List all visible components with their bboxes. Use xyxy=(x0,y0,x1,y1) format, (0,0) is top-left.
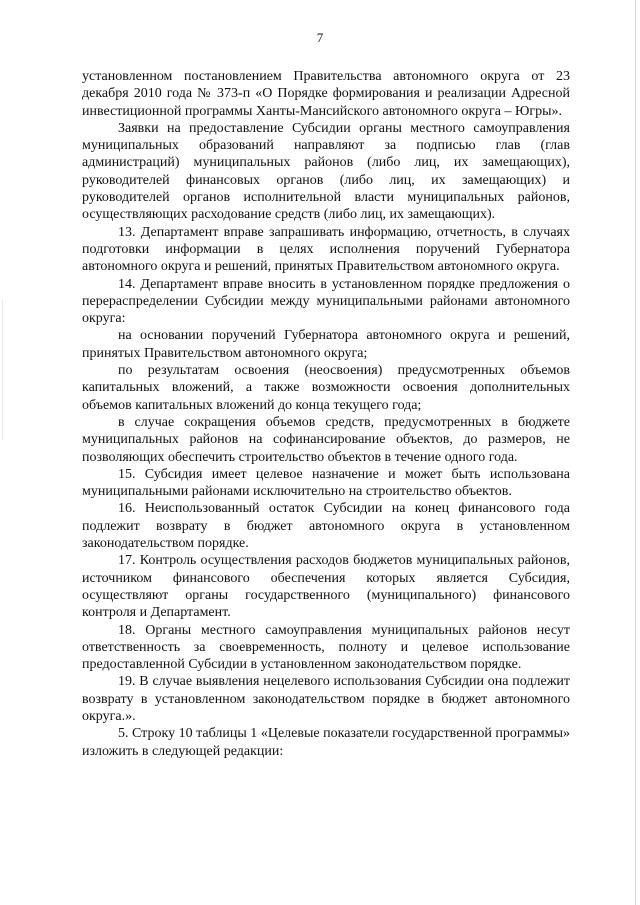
paragraph-continuation: установленном постановлением Правительства автономного округа от 23 декабря 2010 года № 373-п «О Порядке формирования и реализации Адресной инвестиционной программы Ханты-Мансийского автономного округа – Югры». xyxy=(82,69,570,119)
paragraph-17: 17. Контроль осуществления расходов бюджетов муниципальных районов, источником финансового обеспечения которых является Субсидия, осуществляют органы государственного (муниципального) финансового контроля и Департамент. xyxy=(82,553,570,621)
paragraph-15: 15. Субсидия имеет целевое назначение и может быть использована муниципальными районами исключительно на строительство объектов. xyxy=(82,466,570,500)
paragraph-applications: Заявки на предоставление Субсидии органы местного самоуправления муниципальных образований направляют за подписью глав (глав администраций) муниципальных районов (либо лиц, их замещающих), руководителей финансовых органов (либо лиц, их замещающих) и руководителей органов исполнительной власти муниципальных районов, осуществляющих расходование средств (либо лиц, их замещающих). xyxy=(82,120,570,223)
document-body xyxy=(82,68,570,760)
paragraph-16: 16. Неиспользованный остаток Субсидии на конец финансового года подлежит возврату в бюджет автономного округа в установленном законодательством порядке. xyxy=(82,501,570,552)
page-number: 7 xyxy=(316,30,324,45)
page-edge-line xyxy=(635,0,636,905)
paragraph-19: 19. В случае выявления нецелевого использования Субсидии она подлежит возврату в установленном законодательством порядке в бюджет автономного округа.». xyxy=(82,674,570,724)
paragraph-14-item-2: по результатам освоения (неосвоения) предусмотренных объемов капитальных вложений, а также возможности освоения дополнительных объемов капитальных вложений до конца текущего года; xyxy=(82,363,570,413)
paragraph-14-item-3: в случае сокращения объемов средств, предусмотренных в бюджете муниципальных районов на софинансирование объектов, до размеров, не позволяющих обеспечить строительство объектов в течение одного года. xyxy=(82,414,570,465)
paragraph-18: 18. Органы местного самоуправления муниципальных районов несут ответственность за своевременность, полноту и целевое использование предоставленной Субсидии в установленном законодательством порядке. xyxy=(82,622,570,673)
paragraph-14: 14. Департамент вправе вносить в установленном порядке предложения о перераспределении Субсидии между муниципальными районами автономного округа: xyxy=(82,276,570,327)
paragraph-13: 13. Департамент вправе запрашивать информацию, отчетность, в случаях подготовки информации в целях исполнения поручений Губернатора автономного округа и решений, принятых Правительством автономного округа. xyxy=(82,224,570,275)
scan-edge-mark xyxy=(2,300,3,440)
paragraph-5: 5. Строку 10 таблицы 1 «Целевые показатели государственной программы» изложить в следующей редакции: xyxy=(82,726,570,759)
paragraph-14-item-1: на основании поручений Губернатора автономного округа и решений, принятых Правительством автономного округа; xyxy=(82,328,570,361)
